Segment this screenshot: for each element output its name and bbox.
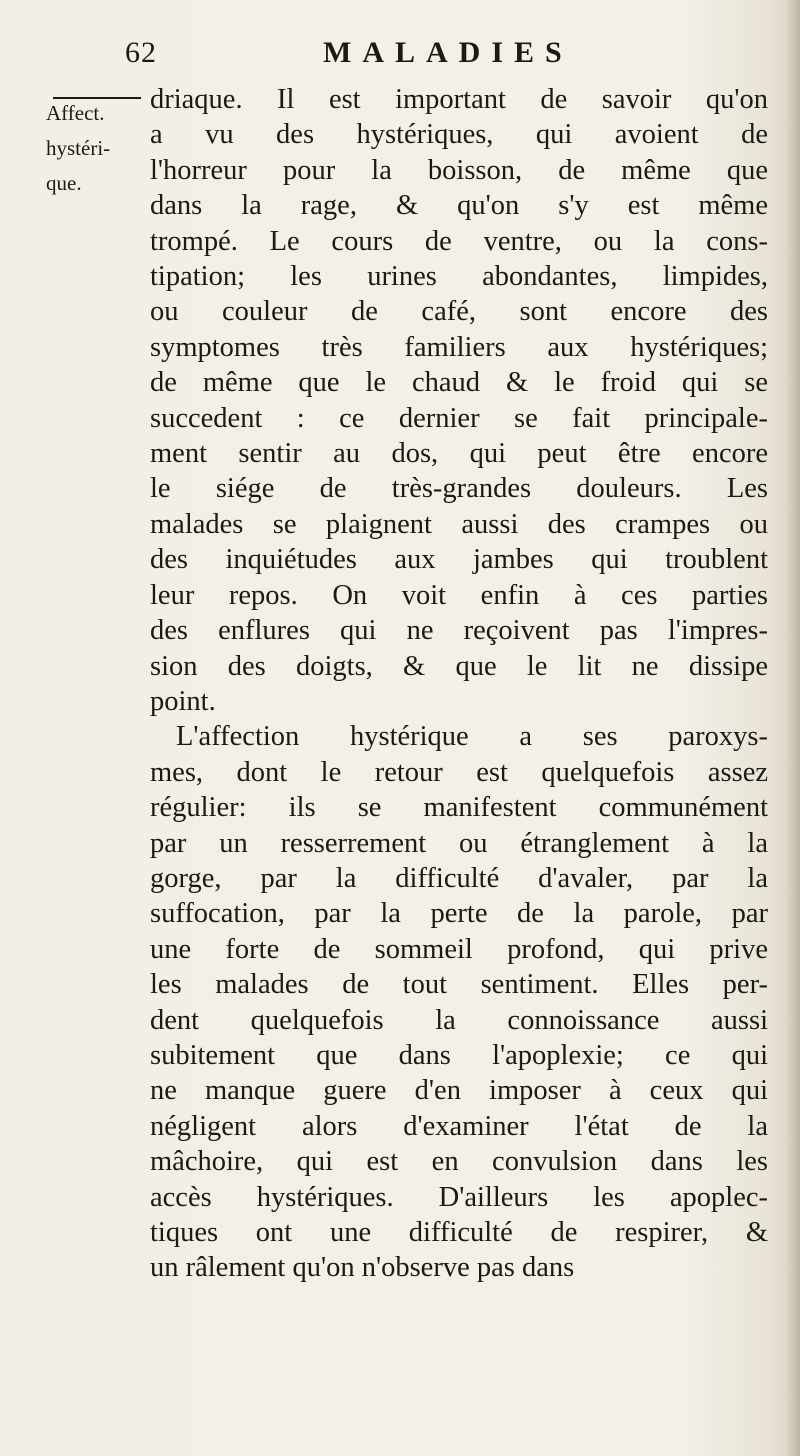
text-line: subitement que dans l'apoplexie; ce qui bbox=[150, 1039, 768, 1071]
text-line: des enflures qui ne reçoivent pas l'impres- bbox=[150, 615, 768, 647]
text-line: accès hystériques. D'ailleurs les apoplec- bbox=[150, 1181, 768, 1213]
page-header bbox=[125, 36, 625, 86]
page-edge-shadow bbox=[786, 0, 800, 1456]
paragraph-1 bbox=[150, 82, 768, 719]
text-line: suffocation, par la perte de la parole, par bbox=[150, 898, 768, 930]
text-line: un râlement qu'on n'observe pas dans bbox=[150, 1252, 575, 1284]
text-line: sion des doigts, & que le lit ne dissipe bbox=[150, 650, 768, 682]
text-line: L'affection hystérique a ses paroxys- bbox=[176, 721, 768, 753]
text-line: dans la rage, & qu'on s'y est même bbox=[150, 190, 768, 222]
text-line: les malades de tout sentiment. Elles per- bbox=[150, 969, 768, 1001]
text-line: négligent alors d'examiner l'état de la bbox=[150, 1110, 768, 1142]
text-line: malades se plaignent aussi des crampes ou bbox=[150, 508, 768, 540]
text-line: driaque. Il est important de savoir qu'on bbox=[150, 84, 768, 115]
paragraph-2 bbox=[150, 719, 768, 1286]
text-line: de même que le chaud & le froid qui se bbox=[150, 367, 768, 399]
text-line: ne manque guere d'en imposer à ceux qui bbox=[150, 1075, 768, 1107]
text-line: succedent : ce dernier se fait principale- bbox=[150, 402, 768, 434]
margin-note-2: hystéri- bbox=[46, 136, 111, 160]
text-line: gorge, par la difficulté d'avaler, par la bbox=[150, 862, 768, 894]
text-line: le siége de très-grandes douleurs. Les bbox=[150, 473, 768, 505]
text-line: ment sentir au dos, qui peut être encore bbox=[150, 438, 768, 470]
text-line: tiques ont une difficulté de respirer, & bbox=[150, 1217, 768, 1248]
body-text bbox=[150, 82, 768, 1286]
text-line: par un resserrement ou étranglement à la bbox=[150, 827, 768, 859]
text-line: tipation; les urines abondantes, limpides, bbox=[150, 261, 768, 293]
text-line: mes, dont le retour est quelquefois assez bbox=[150, 756, 768, 788]
text-line: l'horreur pour la boisson, de même que bbox=[150, 154, 768, 186]
continuation-rule bbox=[53, 97, 141, 99]
text-line: leur repos. On voit enfin à ces parties bbox=[150, 579, 768, 611]
page-number: 62 bbox=[125, 36, 157, 69]
text-line: régulier: ils se manifestent communément bbox=[150, 792, 768, 824]
text-line: symptomes très familiers aux hystériques; bbox=[150, 331, 768, 363]
text-line: ou couleur de café, sont encore des bbox=[150, 296, 768, 328]
text-line: dent quelquefois la connoissance aussi bbox=[150, 1004, 768, 1036]
running-title: MALADIES bbox=[323, 36, 573, 69]
margin-note-3: que. bbox=[46, 171, 82, 195]
text-line: trompé. Le cours de ventre, ou la cons- bbox=[150, 225, 768, 257]
text-line: mâchoire, qui est en convulsion dans les bbox=[150, 1146, 768, 1178]
text-line: a vu des hystériques, qui avoient de bbox=[150, 119, 768, 151]
text-line: une forte de sommeil profond, qui prive bbox=[150, 933, 768, 965]
text-line: des inquiétudes aux jambes qui troublent bbox=[150, 544, 768, 576]
text-line: point. bbox=[150, 685, 216, 717]
margin-note-1: Affect. bbox=[46, 101, 105, 125]
